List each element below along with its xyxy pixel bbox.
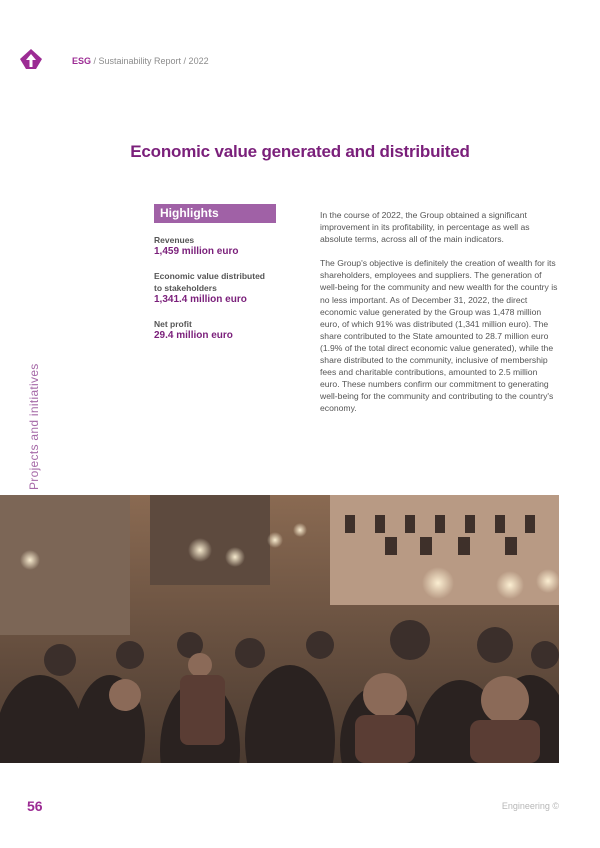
engineering-logo-icon: [19, 48, 43, 70]
highlight-net-profit: [154, 318, 233, 342]
highlight-value: 1,341.4 million euro: [154, 294, 247, 305]
section-side-label: Projects and initiatives: [27, 363, 41, 490]
breadcrumb-esg: ESG: [72, 56, 92, 66]
body-text: [320, 209, 558, 427]
paragraph: In the course of 2022, the Group obtained a significant improvement in its profitability, in percentage as well as absolute terms, across all of the main indicators.: [320, 210, 530, 245]
paragraph: The Group's objective is definitely the creation of wealth for its shareholders, employees and suppliers. The generation of well-being for the community and new wealth for the country is no less important. As of December 31, 2022, the direct economic value generated by the Group was 1,478 million euro, of which 91% was distributed (1,341 million euro). The share contributed to the State amounted to 28.7 million euro (1.9% of the total direct economic value generated), while the share distributed to the community, inclusive of membership fees and charitable contributions, amounted to 2.5 million euro. These numbers confirm our commitment to generating well-being for the community and contributing to the country's economy.: [320, 258, 558, 414]
highlight-label: Revenues: [154, 235, 195, 245]
highlight-label: to stakeholders: [154, 283, 217, 293]
highlight-revenues: [154, 234, 238, 258]
breadcrumb: [72, 56, 209, 66]
footer-brand: Engineering ©: [501, 801, 559, 811]
highlights-heading: Highlights: [154, 204, 276, 223]
highlight-economic-value: [154, 270, 265, 306]
crowd-street-photo: [0, 495, 559, 763]
breadcrumb-path: / Sustainability Report / 2022: [91, 56, 209, 66]
crowd-photo-illustration: [0, 495, 559, 763]
highlight-value: 29.4 million euro: [154, 330, 233, 341]
highlight-label: Economic value distributed: [154, 271, 265, 281]
page-number: 56: [27, 798, 43, 814]
highlight-value: 1,459 million euro: [154, 246, 239, 257]
page-title: Economic value generated and distribuited: [130, 142, 470, 161]
highlight-label: Net profit: [154, 319, 192, 329]
